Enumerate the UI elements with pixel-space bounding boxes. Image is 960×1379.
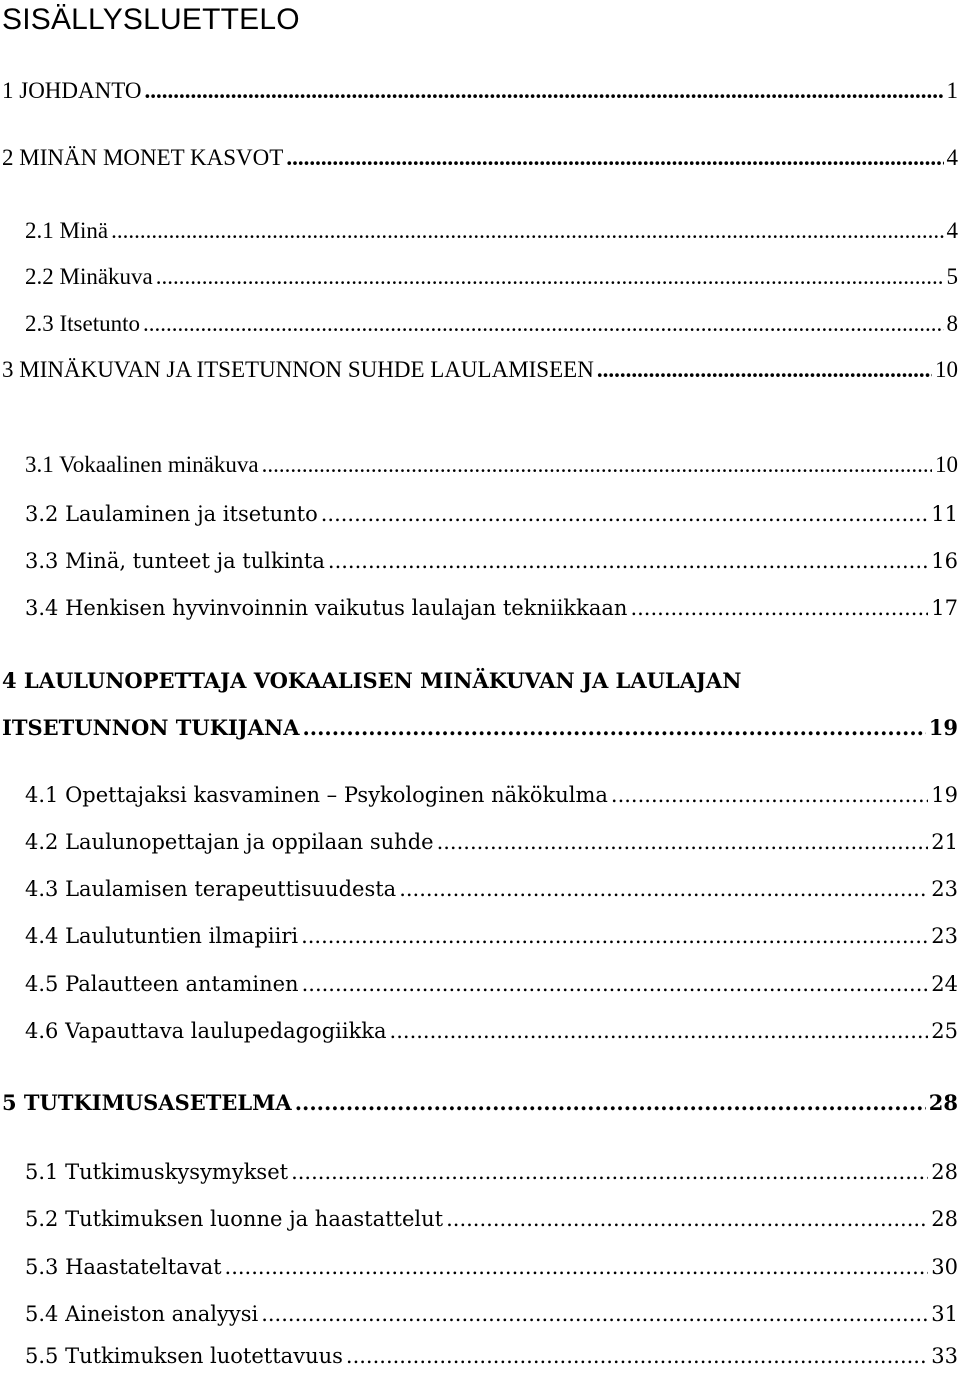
toc-entry-page: 8 (946, 311, 958, 336)
dot-leader (303, 717, 926, 738)
toc-entry-page: 28 (931, 1160, 958, 1184)
toc-entry-label: 4.2 Laulunopettajan ja oppilaan suhde (25, 830, 434, 854)
toc-entry-label: 3.3 Minä, tunteet ja tulkinta (25, 549, 325, 573)
toc-entry-1[interactable] (0, 78, 960, 112)
toc-entry-page: 19 (931, 783, 958, 807)
toc-entry-label: 2.3 Itsetunto (25, 311, 140, 336)
toc-entry-label: 5.1 Tutkimuskysymykset (25, 1160, 289, 1184)
toc-entry-4-1[interactable] (0, 783, 960, 817)
toc-entry-4[interactable] (0, 715, 960, 749)
toc-entry-page: 10 (935, 357, 958, 382)
toc-entry-label: 5.4 Aineiston analyysi (25, 1302, 259, 1326)
toc-entry-page: 28 (931, 1207, 958, 1231)
dot-leader (630, 598, 928, 619)
toc-entry-label: 3.2 Laulaminen ja itsetunto (25, 502, 318, 526)
toc-entry-5-4[interactable] (0, 1302, 960, 1336)
toc-entry-label: 4 LAULUNOPETTAJA VOKAALISEN MINÄKUVAN JA LAULAJAN (2, 668, 742, 693)
dot-leader (390, 1021, 929, 1042)
dot-leader (295, 1092, 926, 1113)
dot-leader (346, 1346, 928, 1367)
toc-entry-page: 4 (946, 218, 958, 243)
toc-entry-label: 2 MINÄN MONET KASVOT (2, 145, 284, 170)
toc-entry-page: 5 (946, 264, 958, 289)
toc-entry-label: 3.4 Henkisen hyvinvoinnin vaikutus laulajan tekniikkaan (25, 596, 628, 620)
toc-entry-4-4[interactable] (0, 924, 960, 958)
toc-entry-2-2[interactable] (0, 264, 960, 298)
toc-entry-5-5[interactable] (0, 1344, 960, 1378)
toc-entry-5[interactable] (0, 1090, 960, 1124)
dot-leader (611, 785, 928, 806)
toc-entry-3-2[interactable] (0, 502, 960, 536)
toc-entry-page: 11 (931, 502, 958, 526)
toc-entry-page: 24 (931, 972, 958, 996)
toc-entry-label: 4.4 Laulutuntien ilmapiiri (25, 924, 299, 948)
dot-leader (143, 312, 944, 335)
toc-entry-label: 4.3 Laulamisen terapeuttisuudesta (25, 877, 397, 901)
toc-entry-label: 5.3 Haastateltavat (25, 1255, 222, 1279)
toc-entry-page: 1 (946, 78, 958, 103)
toc-entry-page: 23 (931, 877, 958, 901)
toc-entry-label: 1 JOHDANTO (2, 78, 142, 103)
dot-leader (145, 79, 944, 102)
toc-entry-label: 5.5 Tutkimuksen luotettavuus (25, 1344, 343, 1368)
dot-leader (328, 551, 928, 572)
toc-entry-label: 3 MINÄKUVAN JA ITSETUNNON SUHDE LAULAMISEEN (2, 357, 594, 382)
dot-leader (446, 1209, 928, 1230)
toc-entry-page: 17 (931, 596, 958, 620)
toc-entry-3-1[interactable] (0, 452, 960, 486)
toc-entry-5-1[interactable] (0, 1160, 960, 1194)
dot-leader (321, 504, 929, 525)
toc-entry-label: 4.1 Opettajaksi kasvaminen – Psykologinen näkökulma (25, 783, 608, 807)
toc-entry-label: 5.2 Tutkimuksen luonne ja haastattelut (25, 1207, 444, 1231)
toc-entry-label: 4.5 Palautteen antaminen (25, 972, 299, 996)
toc-entry-label: 3.1 Vokaalinen minäkuva (25, 452, 259, 477)
toc-entry-4-2[interactable] (0, 830, 960, 864)
dot-leader (291, 1162, 928, 1183)
toc-entry-label: 2.2 Minäkuva (25, 264, 153, 289)
toc-entry-4-3[interactable] (0, 877, 960, 911)
toc-entry-label: 5 TUTKIMUSASETELMA (2, 1090, 292, 1115)
toc-entry-page: 23 (931, 924, 958, 948)
dot-leader (111, 219, 943, 242)
toc-entry-page: 16 (931, 549, 958, 573)
toc-entry-3[interactable] (0, 357, 960, 391)
toc-entry-page: 10 (935, 452, 958, 477)
toc-entry-2[interactable] (0, 145, 960, 179)
toc-entry-page: 21 (931, 830, 958, 854)
dot-leader (225, 1257, 929, 1278)
toc-entry-page: 33 (931, 1344, 958, 1368)
toc-entry-3-3[interactable] (0, 549, 960, 583)
toc-entry-page: 19 (928, 715, 958, 740)
toc-entry-2-1[interactable] (0, 218, 960, 252)
dot-leader (261, 1304, 928, 1325)
toc-entry-3-4[interactable] (0, 596, 960, 630)
toc-entry-4-5[interactable] (0, 972, 960, 1006)
toc-entry-2-3[interactable] (0, 311, 960, 345)
toc-entry-page: 4 (946, 145, 958, 170)
toc-entry-label: ITSETUNNON TUKIJANA (2, 715, 300, 740)
toc-entry-label: 2.1 Minä (25, 218, 109, 243)
dot-leader (286, 146, 943, 169)
dot-leader (262, 453, 932, 476)
toc-entry-5-2[interactable] (0, 1207, 960, 1241)
dot-leader (156, 265, 944, 288)
dot-leader (301, 926, 928, 947)
toc-entry-4-line1[interactable] (0, 668, 960, 702)
toc-title: SISÄLLYSLUETTELO (2, 3, 300, 36)
dot-leader (302, 974, 929, 995)
toc-entry-page: 30 (931, 1255, 958, 1279)
toc-entry-page: 31 (931, 1302, 958, 1326)
dot-leader (399, 879, 928, 900)
dot-leader (597, 358, 932, 381)
toc-entry-label: 4.6 Vapauttava laulupedagogiikka (25, 1019, 387, 1043)
dot-leader (437, 832, 929, 853)
toc-entry-page: 28 (928, 1090, 958, 1115)
toc-entry-page: 25 (931, 1019, 958, 1043)
toc-entry-4-6[interactable] (0, 1019, 960, 1053)
toc-entry-5-3[interactable] (0, 1255, 960, 1289)
